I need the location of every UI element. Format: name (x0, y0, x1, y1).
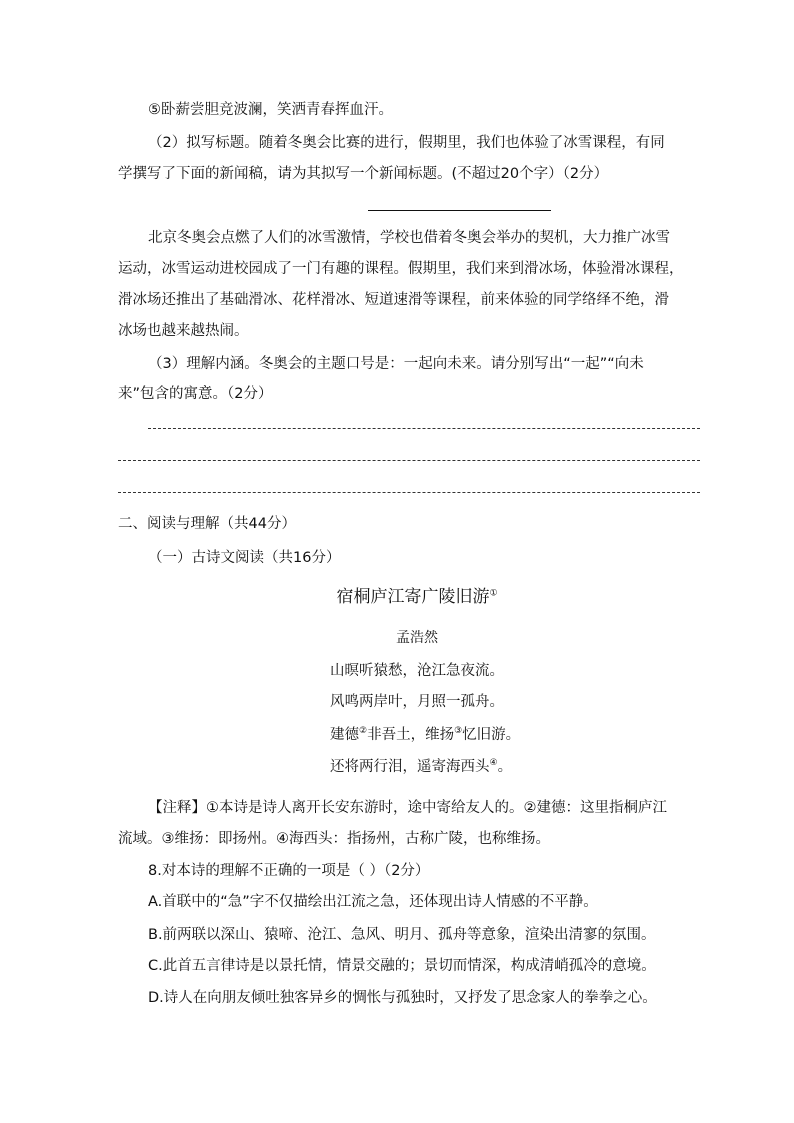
answer-line-1[interactable] (148, 428, 700, 429)
item-5-text: ⑤卧薪尝胆竞波澜，笑洒青春挥血汗。 (148, 102, 393, 118)
poem-line-3-part-a: 建德 (330, 727, 359, 743)
news-line-3: 滑冰场还推出了基础滑冰、花样滑冰、短道速滑等课程，前来体验的同学络绎不绝，滑 (118, 292, 669, 308)
notes-line-1: 【注释】①本诗是诗人离开长安东游时，途中寄给友人的。②建德：这里指桐庐江 (148, 800, 667, 816)
poem-note-mark-2: ② (359, 726, 368, 737)
question-8-stem: 8.对本诗的理解不正确的一项是（ ）（2分） (148, 863, 430, 879)
poem-title (0, 586, 794, 608)
answer-line-2[interactable] (118, 460, 700, 461)
question-8-option-b[interactable]: B.前两联以深山、猿啼、沧江、急风、明月、孤舟等意象，渲染出清寥的氛围。 (148, 927, 656, 943)
news-line-4: 冰场也越来越热闹。 (118, 323, 249, 339)
question-2-line-1: （2）拟写标题。随着冬奥会比赛的进行，假期里，我们也体验了冰雪课程，有同 (148, 135, 665, 151)
poem-line-2: 风鸣两岸叶，月照一孤舟。 (330, 694, 504, 710)
question-8-option-a[interactable]: A.首联中的“急”字不仅描绘出江流之急，还体现出诗人情感的不平静。 (148, 894, 598, 910)
question-3-line-1: （3）理解内涵。冬奥会的主题口号是：一起向未来。请分别写出“一起”“向未 (148, 356, 644, 372)
answer-line-3[interactable] (118, 492, 700, 493)
question-8-option-d[interactable]: D.诗人在向朋友倾吐独客异乡的惆怅与孤独时，又抒发了思念家人的拳拳之心。 (148, 990, 657, 1006)
news-line-2: 运动，冰雪运动进校园成了一门有趣的课程。假期里，我们来到滑冰场，体验滑冰课程， (118, 261, 684, 277)
news-line-1: 北京冬奥会点燃了人们的冰雪激情，学校也借着冬奥会举办的契机，大力推广冰雪 (148, 230, 670, 246)
poem-line-4 (330, 757, 512, 777)
poem-title-text: 宿桐庐江寄广陵旧游 (336, 587, 490, 607)
poem-line-1: 山暝听猿愁，沧江急夜流。 (330, 663, 504, 679)
section-2-heading: 二、阅读与理解（共44分） (118, 516, 296, 532)
question-8-option-c[interactable]: C.此首五言律诗是以景托情，情景交融的；景切而情深，构成清峭孤冷的意境。 (148, 958, 656, 974)
question-3-line-2: 来”包含的寓意。（2分） (118, 386, 273, 402)
poem-note-mark-4: ④ (489, 758, 498, 769)
poem-line-3-part-b: 非吾土，维扬 (367, 727, 455, 743)
poem-line-4-part-a: 还将两行泪，遥寄海西头 (330, 759, 490, 775)
poem-author: 孟浩然 (396, 630, 438, 646)
poem-note-mark-3: ③ (454, 726, 463, 737)
poem-line-3 (330, 725, 520, 745)
notes-line-2: 流域。③维扬：即扬州。④海西头：指扬州，古称广陵，也称维扬。 (118, 831, 550, 847)
poem-line-4-part-b: 。 (497, 759, 513, 775)
poem-title-note-mark: ① (489, 588, 498, 599)
title-answer-blank[interactable] (368, 210, 551, 211)
poem-line-3-part-c: 忆旧游。 (462, 727, 521, 743)
section-2-subheading: （一）古诗文阅读（共16分） (148, 550, 341, 566)
question-2-line-2: 学撰写了下面的新闻稿，请为其拟写一个新闻标题。(不超过20个字）（2分） (118, 166, 609, 182)
